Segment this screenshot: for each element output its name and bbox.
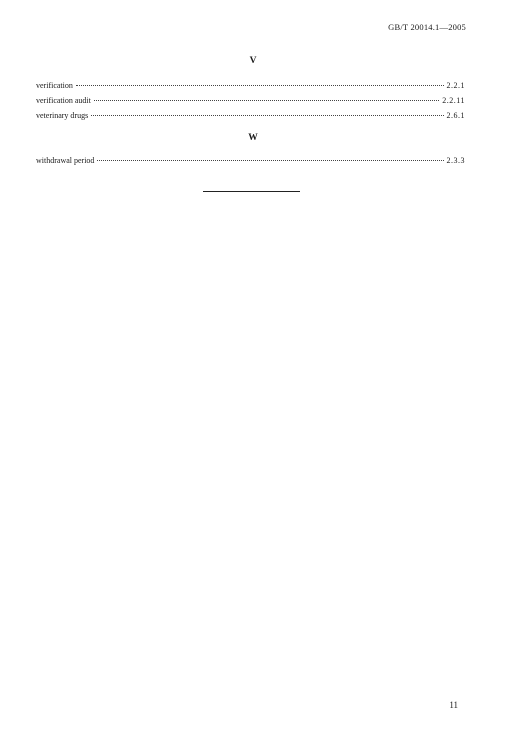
index-term: withdrawal period [36, 156, 95, 165]
clause-reference: 2.3.3 [446, 156, 465, 165]
clause-reference: 2.2.11 [442, 96, 465, 105]
page-number: 11 [449, 700, 458, 710]
document-code-header: GB/T 20014.1—2005 [388, 22, 466, 32]
index-entry-veterinary-drugs [36, 110, 465, 122]
dot-leader [91, 115, 443, 116]
index-entry-verification-audit [36, 95, 465, 107]
dot-leader [94, 100, 439, 101]
index-term: verification audit [36, 96, 91, 105]
index-letter-v: V [249, 56, 257, 66]
index-term: verification [36, 81, 73, 90]
clause-reference: 2.2.1 [446, 81, 465, 90]
index-entry-withdrawal-period [36, 155, 465, 167]
index-letter-w: W [248, 133, 258, 143]
end-of-index-rule [203, 191, 300, 192]
clause-reference: 2.6.1 [446, 111, 465, 120]
dot-leader [76, 85, 444, 86]
index-term: veterinary drugs [36, 111, 89, 120]
index-entry-verification [36, 80, 465, 92]
dot-leader [97, 160, 443, 161]
